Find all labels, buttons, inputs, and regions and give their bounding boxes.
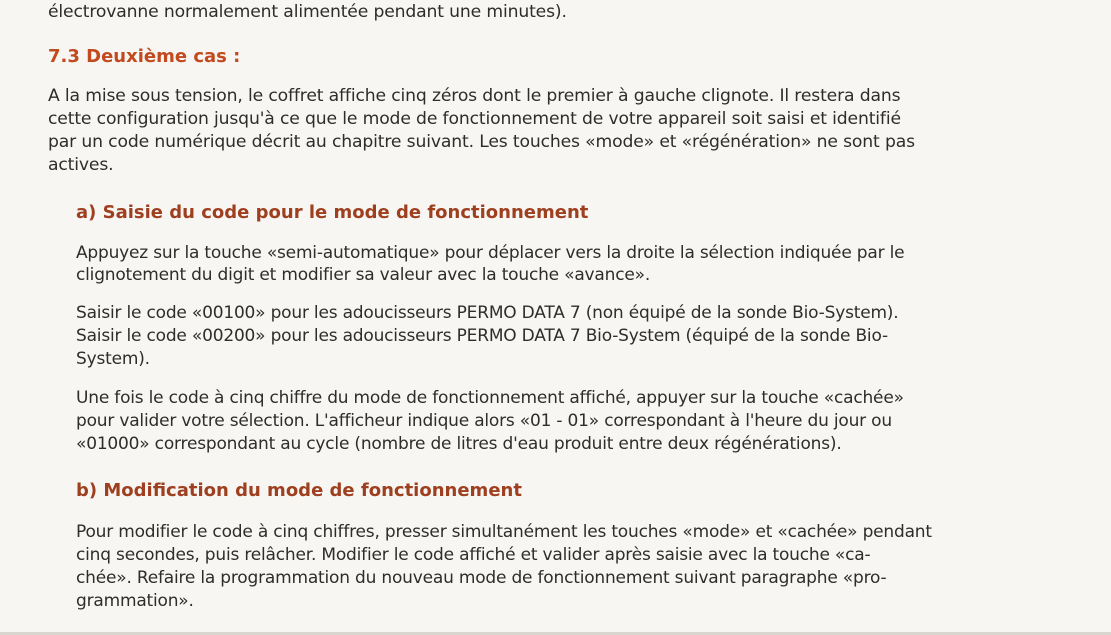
text-line: Appuyez sur la touche «semi-automatique» pour déplacer vers la droite la sélection indiquée par le xyxy=(76,243,905,263)
text-line: Saisir le code «00200» pour les adoucisseurs PERMO DATA 7 Bio-System (équipé de la sonde Bio- xyxy=(76,326,888,346)
section-heading: 7.3 Deuxième cas : xyxy=(48,46,241,67)
text-line: chée». Refaire la programmation du nouveau mode de fonctionnement suivant paragraphe «pro- xyxy=(76,568,887,588)
subsection-b-heading: b) Modification du mode de fonctionnement xyxy=(76,480,522,501)
text-line: cette configuration jusqu'à ce que le mode de fonctionnement de votre appareil soit saisi et identifié xyxy=(48,109,901,129)
text-line: pour valider votre sélection. L'afficheur indique alors «01 - 01» correspondant à l'heure du jour ou xyxy=(76,411,892,431)
text-line: clignotement du digit et modifier sa valeur avec la touche «avance». xyxy=(76,265,651,285)
text-line: par un code numérique décrit au chapitre suivant. Les touches «mode» et «régénération» ne sont pas xyxy=(48,132,915,152)
text-line: grammation». xyxy=(76,591,194,611)
text-line: «01000» correspondant au cycle (nombre de litres d'eau produit entre deux régénérations). xyxy=(76,434,842,454)
top-text-line: électrovanne normalement alimentée pendant une minutes). xyxy=(48,2,567,22)
text-line: Une fois le code à cinq chiffre du mode de fonctionnement affiché, appuyer sur la touche «cachée» xyxy=(76,388,904,408)
subsection-a-heading: a) Saisie du code pour le mode de fonctionnement xyxy=(76,202,589,223)
text-line: cinq secondes, puis relâcher. Modifier le code affiché et valider après saisie avec la touche «ca- xyxy=(76,545,871,565)
text-line: Saisir le code «00100» pour les adoucisseurs PERMO DATA 7 (non équipé de la sonde Bio-System). xyxy=(76,303,899,323)
text-line: actives. xyxy=(48,155,114,175)
text-line: A la mise sous tension, le coffret affiche cinq zéros dont le premier à gauche clignote. Il restera dans xyxy=(48,86,901,106)
text-line: System). xyxy=(76,349,150,369)
text-line: Pour modifier le code à cinq chiffres, presser simultanément les touches «mode» et «cachée» pendant xyxy=(76,522,932,542)
